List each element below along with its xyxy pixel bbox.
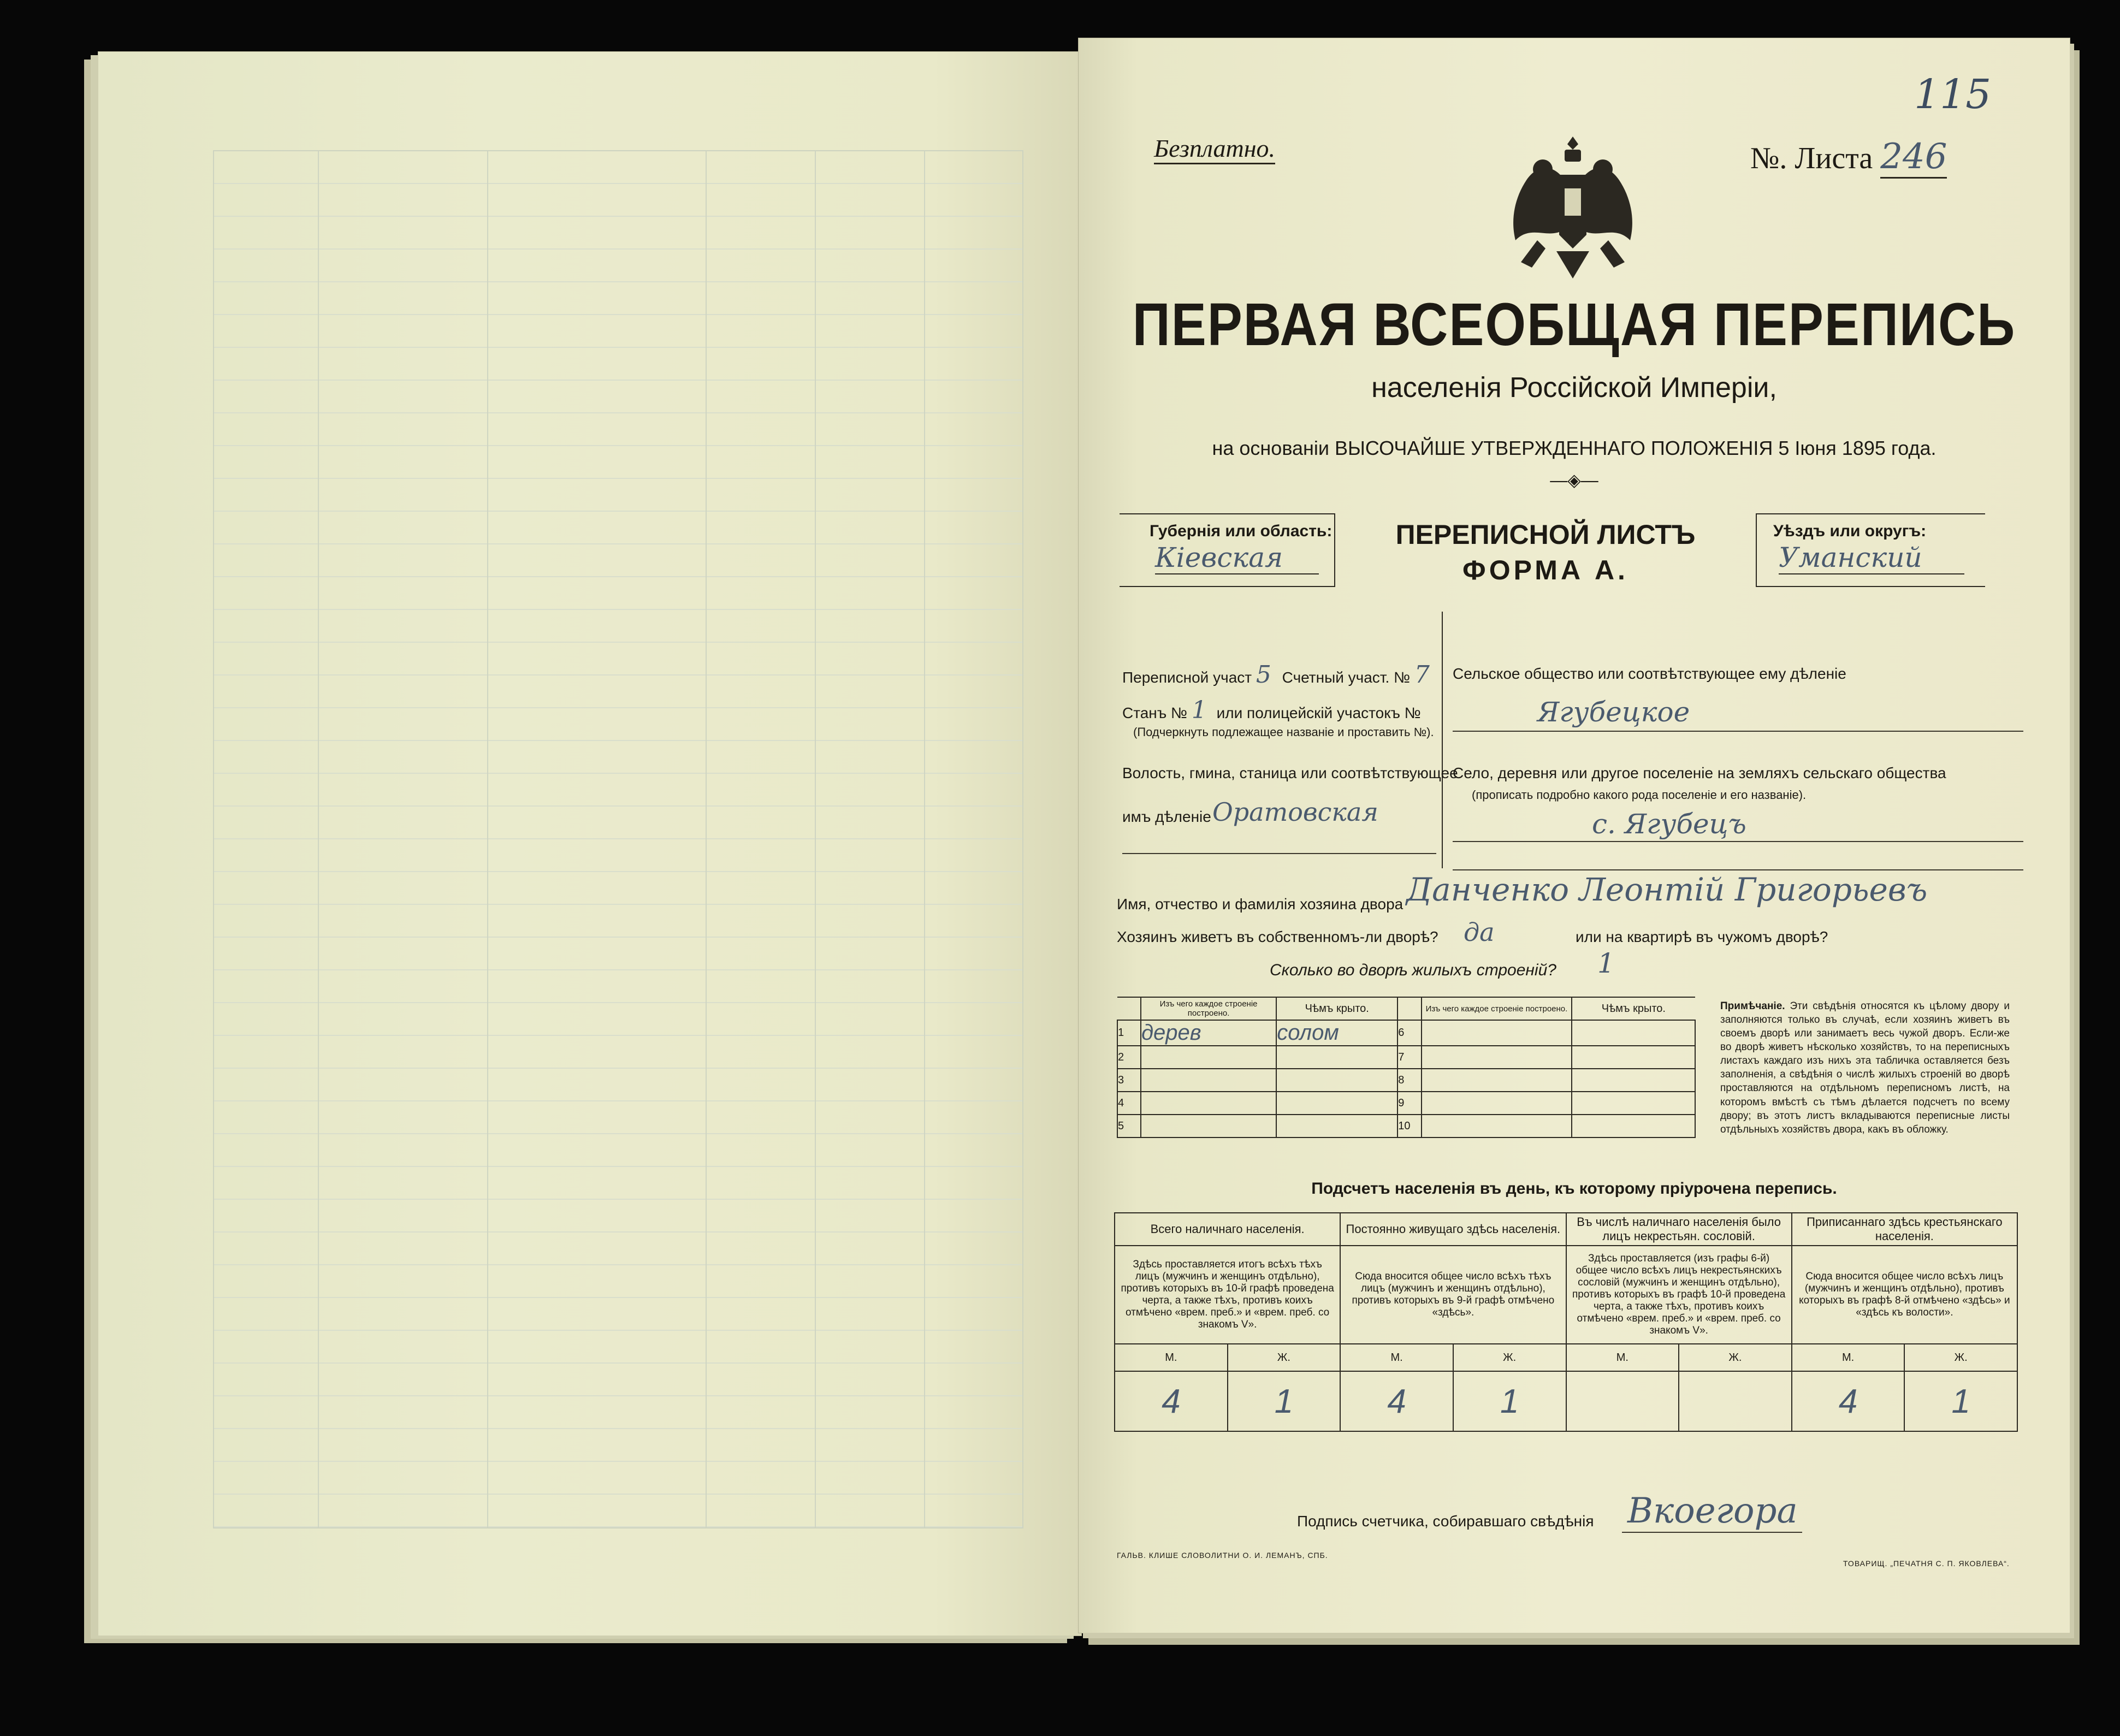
own-yard-value: да (1464, 917, 1495, 947)
own-yard-label: Хозяинъ живетъ въ собственномъ-ли дворѣ? (1117, 928, 1438, 945)
female-header: Ж. (1228, 1344, 1341, 1371)
signature-underline (1622, 1532, 1802, 1533)
stan-value: 1 (1191, 696, 1207, 724)
row-num: 5 (1117, 1115, 1141, 1137)
village-underline (1453, 841, 2023, 842)
signature-value: Вкоегора (1627, 1491, 1798, 1531)
left-page (98, 52, 1081, 1636)
num-header (1117, 997, 1141, 1020)
col-total-title: Всего наличнаго населенія. (1115, 1213, 1340, 1246)
sheet-number-value: 246 (1880, 137, 1947, 179)
district-value: Уманский (1779, 542, 1964, 574)
volost-label: Волость, гмина, станица или соотвѣтствующее (1122, 765, 1458, 781)
material-cell (1422, 1092, 1571, 1115)
village-underline-2 (1453, 869, 2023, 870)
male-header: М. (1792, 1344, 1905, 1371)
roof-cell (1572, 1020, 1695, 1046)
population-heading: Подсчетъ населенія въ день, къ которому пріурочена перепись. (1311, 1180, 1837, 1198)
province-value: Кіевская (1155, 542, 1319, 574)
census-area-label: Переписной участ (1122, 669, 1252, 686)
village-label: Село, деревня или другое поселеніе на земляхъ сельскаго общества (1453, 765, 1946, 781)
imperial-eagle-emblem (1505, 131, 1641, 295)
female-header: Ж. (1904, 1344, 2017, 1371)
province-box (1120, 513, 1335, 587)
volost-underline (1122, 853, 1436, 854)
permanent-male-value: 4 (1340, 1371, 1453, 1431)
col-permanent-desc: Сюда вносится общее число всѣхъ тѣхъ лицъ (мужчинъ и женщинъ отдѣльно), противъ которыхъ въ 9-й графѣ отмѣчено «здѣсь». (1340, 1246, 1566, 1344)
census-area-value: 5 (1256, 661, 1271, 689)
province-label: Губернія или область: (1150, 522, 1333, 540)
row-num: 1 (1117, 1020, 1141, 1046)
material-cell (1422, 1020, 1571, 1046)
district-box (1756, 513, 1985, 587)
society-value: Ягубецкое (1537, 696, 1690, 728)
roof-cell (1572, 1046, 1695, 1069)
police-label: или полицейскій участокъ № (1216, 704, 1421, 721)
material-cell: дерев (1141, 1020, 1276, 1046)
location-divider (1442, 612, 1443, 868)
volost-value: Оратовская (1212, 797, 1378, 827)
col-permanent-title: Постоянно живущаго здѣсь населенія. (1340, 1213, 1566, 1246)
row-num: 10 (1397, 1115, 1422, 1137)
row-num: 8 (1397, 1069, 1422, 1092)
owner-name-label: Имя, отчество и фамилія хозяина двора (1117, 896, 1404, 913)
volost-label-2: имъ дѣленіе (1122, 808, 1211, 825)
census-form-page (1079, 38, 2070, 1633)
legal-basis: на основаніи ВЫСОЧАЙШЕ УТВЕРЖДЕННАГО ПОЛОЖЕНІЯ 5 Іюня 1895 года. (1212, 437, 1937, 459)
peasant-male-value: 4 (1792, 1371, 1905, 1431)
location-block (1100, 601, 2023, 874)
male-header: М. (1115, 1344, 1228, 1371)
district-label: Уѣздъ или округъ: (1773, 522, 1927, 540)
society-underline (1453, 731, 2023, 732)
male-header: М. (1340, 1344, 1453, 1371)
print-credit-left: ГАЛЬВ. КЛИШЕ СЛОВОЛИТНИ О. И. ЛЕМАНЪ, СПБ. (1117, 1551, 1328, 1560)
count-area-value: 7 (1414, 661, 1430, 689)
permanent-female-value: 1 (1453, 1371, 1566, 1431)
roof-cell (1276, 1115, 1397, 1137)
roof-cell (1276, 1092, 1397, 1115)
roof-cell: солом (1276, 1020, 1397, 1046)
signature-label: Подпись счетчика, собиравшаго свѣдѣнія (1297, 1513, 1594, 1530)
col-total-desc: Здѣсь проставляется итогъ всѣхъ тѣхъ лицъ (мужчинъ и женщинъ отдѣльно), противъ которыхъ въ 10-й графѣ проведена черта, а также тѣхъ, противъ коихъ отмѣчено «врем. преб.» и «врем. преб. со знакомъ V». (1115, 1246, 1340, 1344)
village-note: (прописать подробно какого рода поселеніе и его названіе). (1472, 788, 1807, 802)
note-title: Примѣчаніе. (1720, 1000, 1785, 1012)
buildings-table (1117, 997, 1696, 1138)
noncrest-female-value (1679, 1371, 1792, 1431)
num-header-2 (1397, 997, 1422, 1020)
population-table (1114, 1212, 2018, 1432)
col-noncrest-desc: Здѣсь проставляется (изъ графы 6-й) общее число всѣхъ лицъ некрестьянскихъ сословій (мужчинъ и женщинъ отдѣльно), противъ которыхъ въ графѣ 10-й проведена черта, а также тѣхъ, противъ коихъ отмѣчено «врем. преб.» и «врем. преб. со знакомъ V». (1566, 1246, 1792, 1344)
census-title: ПЕРВАЯ ВСЕОБЩАЯ ПЕРЕПИСЬ (1132, 291, 2016, 358)
col-peasant-desc: Сюда вносится общее число всѣхъ лицъ (мужчинъ и женщинъ отдѣльно), противъ которыхъ въ графѣ 8-й отмѣчено «здѣсь» и «здѣсь къ волости». (1792, 1246, 2017, 1344)
buildings-label: Сколько во дворѣ жилыхъ строеній? (1270, 961, 1556, 979)
sheet-title: ПЕРЕПИСНОЙ ЛИСТЪ (1395, 519, 1696, 550)
roof-cell (1572, 1069, 1695, 1092)
row-num: 7 (1397, 1046, 1422, 1069)
owner-name-value: Данченко Леонтій Григорьевъ (1406, 871, 1928, 908)
buildings-note (1720, 999, 2010, 1136)
material-cell (1422, 1046, 1571, 1069)
sheet-number-label: №. Листа (1750, 141, 1873, 175)
material-cell (1141, 1046, 1276, 1069)
col-peasant-title: Приписаннаго здѣсь крестьянскаго населенія. (1792, 1213, 2017, 1246)
roof-cell (1276, 1046, 1397, 1069)
village-value: с. Ягубецъ (1592, 808, 1746, 840)
row-num: 3 (1117, 1069, 1141, 1092)
female-header: Ж. (1453, 1344, 1566, 1371)
roof-cell (1572, 1092, 1695, 1115)
material-cell (1422, 1115, 1571, 1137)
stan-field (1122, 696, 1421, 724)
female-header: Ж. (1679, 1344, 1792, 1371)
material-cell (1141, 1092, 1276, 1115)
row-num: 4 (1117, 1092, 1141, 1115)
peasant-female-value: 1 (1904, 1371, 2017, 1431)
male-header: М. (1566, 1344, 1679, 1371)
roof-header-2: Чѣмъ крыто. (1572, 997, 1695, 1020)
col-noncrest-title: Въ числѣ наличнаго населенія было лицъ некрестьян. сословій. (1566, 1213, 1792, 1246)
row-num: 6 (1397, 1020, 1422, 1046)
material-cell (1422, 1069, 1571, 1092)
rent-label: или на квартирѣ въ чужомъ дворѣ? (1576, 928, 1828, 945)
roof-header: Чѣмъ крыто. (1276, 997, 1397, 1020)
society-label: Сельское общество или соотвѣтствующее ему дѣленіе (1453, 665, 1846, 682)
material-header: Изъ чего каждое строеніе построено. (1141, 997, 1276, 1020)
underline-note: (Подчеркнуть подлежащее названіе и проставить №). (1133, 725, 1434, 739)
material-cell (1141, 1115, 1276, 1137)
form-title: ФОРМА А. (1462, 555, 1629, 585)
ornament-divider: —◈— (1550, 470, 1598, 490)
total-female-value: 1 (1228, 1371, 1341, 1431)
material-header-2: Изъ чего каждое строеніе построено. (1422, 997, 1571, 1020)
row-num: 2 (1117, 1046, 1141, 1069)
free-label: Безплатно. (1154, 134, 1275, 164)
census-subtitle: населенія Россійской Имперіи, (1371, 372, 1777, 404)
faint-ruled-grid (213, 150, 1023, 1528)
total-male-value: 4 (1115, 1371, 1228, 1431)
buildings-value: 1 (1597, 947, 1615, 979)
count-area-label: Счетный участ. № (1282, 669, 1411, 686)
material-cell (1141, 1069, 1276, 1092)
note-text: Эти свѣдѣнія относятся къ цѣлому двору и заполняются только въ случаѣ, если хозяинъ живетъ въ своемъ дворѣ или занимаетъ весь чужой дворъ. Если-же во дворѣ живетъ нѣсколько хозяйствъ, то на переписныхъ листахъ каждаго изъ нихъ эта табличка оставляется безъ заполненія, а свѣдѣнія о числѣ жилыхъ строеній во дворѣ проставляются на отдѣльномъ переписномъ листѣ, на которомъ вмѣстѣ съ тѣмъ дѣлается подсчетъ по всему двору; въ этотъ листъ вкладываются переписные листы отдѣльныхъ хозяйствъ двора, какъ въ обложку. (1720, 1000, 2010, 1135)
sheet-number (1750, 137, 1947, 179)
roof-cell (1572, 1115, 1695, 1137)
print-credit-right: ТОВАРИЩ. „ПЕЧАТНЯ С. П. ЯКОВЛЕВА“. (1843, 1559, 2010, 1568)
noncrest-male-value (1566, 1371, 1679, 1431)
archive-number: 115 (1914, 71, 1992, 118)
census-area-field (1122, 661, 1430, 689)
stan-label: Станъ № (1122, 704, 1188, 721)
roof-cell (1276, 1069, 1397, 1092)
row-num: 9 (1397, 1092, 1422, 1115)
